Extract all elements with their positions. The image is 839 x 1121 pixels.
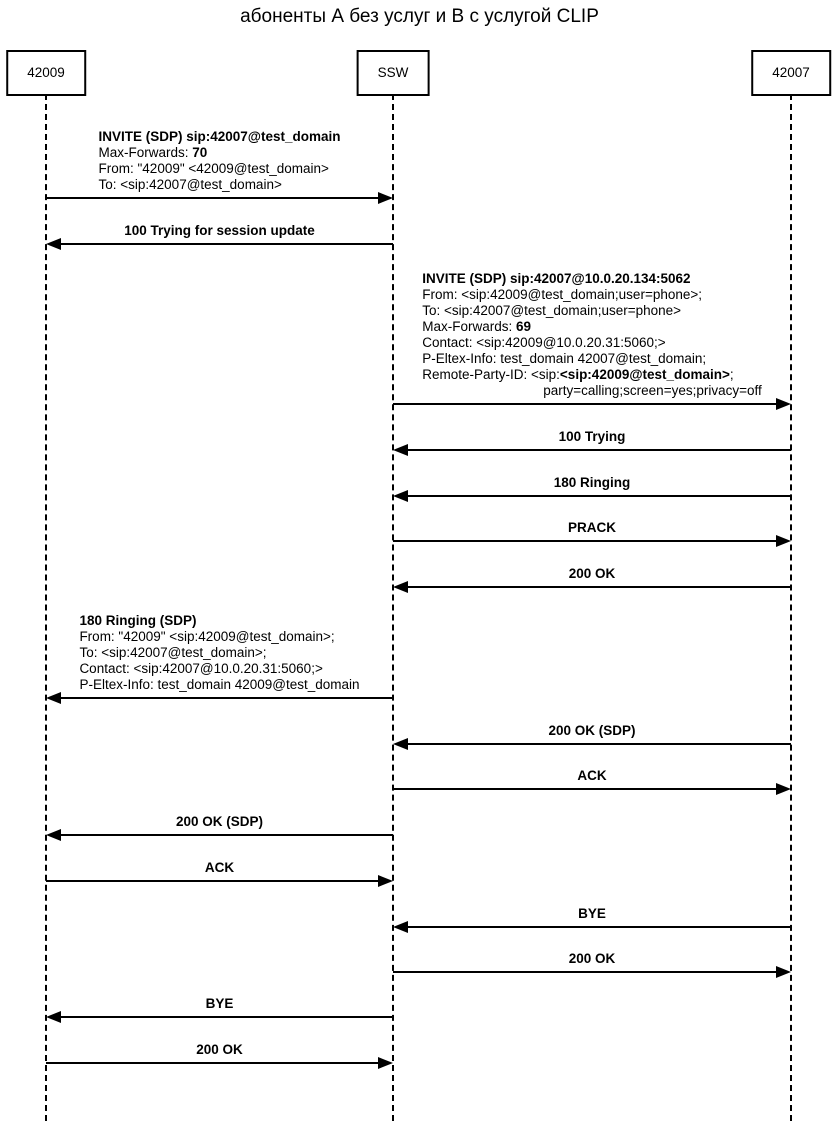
arrowhead-icon: [393, 581, 408, 593]
message-text-line: From: "42009" <sip:42009@test_domain>;: [79, 629, 335, 644]
message-text-line: Contact: <sip:42009@10.0.20.31:5060;>: [422, 335, 666, 350]
arrowhead-icon: [46, 1011, 61, 1023]
message-arrow: [393, 788, 778, 790]
message-text-line: INVITE (SDP) sip:42007@test_domain: [98, 129, 341, 144]
message-label: [205, 860, 234, 876]
message-text-line: Max-Forwards: 70: [98, 145, 208, 160]
message-arrow: [59, 834, 393, 836]
message-text-line: 200 OK: [568, 951, 616, 966]
message-text-line: 200 OK: [568, 566, 616, 581]
message-label: [176, 814, 263, 830]
message-arrow: [46, 197, 380, 199]
actor-box-42007: 42007: [751, 50, 831, 96]
message-label: [554, 475, 631, 491]
arrowhead-icon: [776, 783, 791, 795]
message-label: [569, 566, 616, 582]
message-text-line: 100 Trying: [558, 429, 626, 444]
arrowhead-icon: [776, 966, 791, 978]
arrowhead-icon: [378, 192, 393, 204]
arrowhead-icon: [776, 398, 791, 410]
message-text-line: 180 Ringing (SDP): [79, 613, 197, 628]
message-label: [569, 951, 616, 967]
message-label: [422, 271, 762, 399]
message-text-line: From: <sip:42009@test_domain;user=phone>;: [422, 287, 702, 302]
message-text-line: ACK: [204, 860, 235, 875]
message-arrow: [406, 926, 791, 928]
arrowhead-icon: [378, 1057, 393, 1069]
message-text-line: To: <sip:42007@test_domain;user=phone>: [422, 303, 682, 318]
message-arrow: [406, 743, 791, 745]
message-text-line: Contact: <sip:42007@10.0.20.31:5060;>: [79, 661, 323, 676]
message-text-line: Max-Forwards: 69: [422, 319, 532, 334]
message-text-line: BYE: [205, 996, 234, 1011]
arrowhead-icon: [393, 444, 408, 456]
arrowhead-icon: [46, 692, 61, 704]
diagram-title: абоненты А без услуг и В с услугой CLIP: [240, 6, 599, 27]
message-text-line: party=calling;screen=yes;privacy=off: [543, 383, 762, 398]
arrowhead-icon: [46, 829, 61, 841]
message-label: [577, 768, 606, 784]
message-arrow: [59, 697, 393, 699]
message-arrow: [406, 495, 791, 497]
message-label: [206, 996, 234, 1012]
message-arrow: [393, 540, 778, 542]
lifeline-SSW: [392, 94, 394, 1121]
message-label: [578, 906, 606, 922]
message-arrow: [393, 403, 778, 405]
actor-box-SSW: SSW: [357, 50, 430, 96]
message-arrow: [59, 243, 393, 245]
arrowhead-icon: [393, 738, 408, 750]
message-text-line: To: <sip:42007@test_domain>;: [79, 645, 267, 660]
message-text-line: 200 OK (SDP): [175, 814, 264, 829]
message-text-line: P-Eltex-Info: test_domain 42009@test_domain: [79, 677, 360, 692]
arrowhead-icon: [378, 875, 393, 887]
arrowhead-icon: [46, 238, 61, 250]
message-arrow: [59, 1016, 393, 1018]
arrowhead-icon: [393, 921, 408, 933]
message-label: [196, 1042, 243, 1058]
message-text-line: 100 Trying for session update: [124, 223, 315, 238]
message-text-line: Remote-Party-ID: <sip:<sip:42009@test_domain>;: [422, 367, 734, 382]
message-text-line: 200 OK: [196, 1042, 243, 1057]
message-text-line: BYE: [578, 906, 606, 921]
message-arrow: [393, 971, 778, 973]
actor-box-42009: 42009: [6, 50, 86, 96]
message-text-line: From: "42009" <42009@test_domain>: [98, 161, 329, 176]
message-label: [99, 129, 341, 193]
message-arrow: [406, 449, 791, 451]
message-label: [568, 520, 616, 536]
message-text-line: P-Eltex-Info: test_domain 42007@test_domain;: [422, 351, 707, 366]
message-text-line: ACK: [577, 768, 607, 783]
arrowhead-icon: [776, 535, 791, 547]
message-text-line: 200 OK (SDP): [548, 723, 636, 738]
message-text-line: PRACK: [567, 520, 617, 535]
message-text-line: 180 Ringing: [553, 475, 631, 490]
message-label: [548, 723, 635, 739]
message-text-line: To: <sip:42007@test_domain>: [98, 177, 282, 192]
message-text-line: INVITE (SDP) sip:42007@10.0.20.134:5062: [422, 271, 691, 286]
message-label: [124, 223, 315, 239]
message-arrow: [46, 880, 380, 882]
message-label: [559, 429, 626, 445]
message-arrow: [406, 586, 791, 588]
arrowhead-icon: [393, 490, 408, 502]
message-arrow: [46, 1062, 380, 1064]
message-label: [79, 613, 359, 693]
